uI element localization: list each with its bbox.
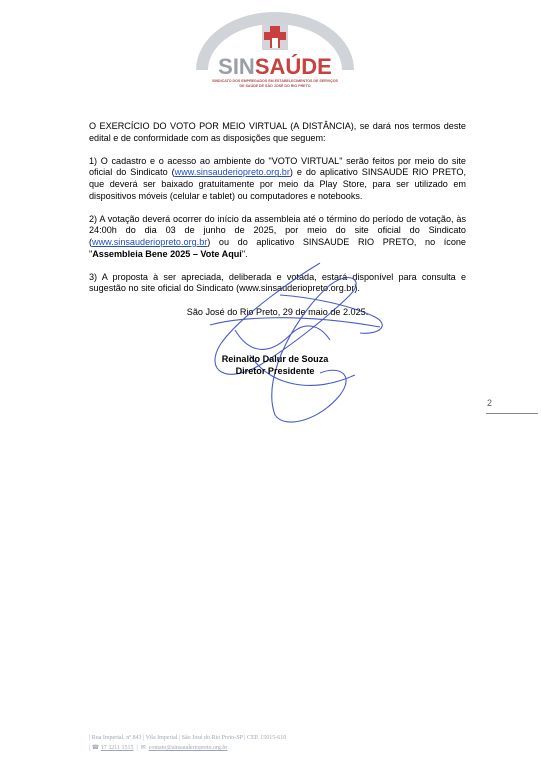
signatory-block	[200, 354, 350, 377]
footer-contacts: | ☎ 17 3211 1515 | ✉ contato@sinsauderiopreto.org.br	[89, 745, 228, 751]
paragraph-1	[89, 156, 466, 202]
footer-address: | Rua Imperial, nº 843 | Vila Imperial | São José do Rio Preto-SP | CEP. 15015-610	[89, 735, 287, 741]
footer-phone[interactable]: 17 3211 1515	[100, 745, 134, 751]
logo-wordmark-part1: SIN	[218, 54, 255, 79]
logo-subtitle-line2: DE SAÚDE DE SÃO JOSÉ DO RIO PRETO	[239, 84, 311, 88]
logo-wordmark-part2: SAÚDE	[254, 54, 332, 79]
paragraph-2-text-c: ".	[241, 248, 248, 259]
paragraph-3: 3) A proposta à ser apreciada, deliberada e votada, estará disponível para consulta e sugestão no site oficial do Sindicato (www.sinsauderiopreto.org.br).	[89, 271, 466, 294]
paragraph-2	[89, 214, 466, 260]
assembly-icon-name: Assembleia Bene 2025 – Vote Aqui	[92, 248, 242, 259]
site-link-1[interactable]: www.sinsauderiopreto.org.br	[174, 167, 290, 178]
handwritten-signature	[180, 255, 410, 435]
paragraph-2-text-b: ) ou do aplicativo SINSAUDE RIO PRETO, no ícone "	[89, 236, 466, 259]
site-link-2[interactable]: www.sinsauderiopreto.org.br	[92, 236, 208, 247]
phone-icon: ☎	[91, 745, 100, 751]
footer-email[interactable]: contato@sinsauderiopreto.org.br	[148, 745, 228, 751]
sinsaude-logo	[190, 8, 360, 90]
paragraph-1-text-a: 1) O cadastro e o acesso ao ambiente do "VOTO VIRTUAL" serão feitos por meio do site oficial do Sindicato (	[89, 155, 466, 178]
page-number: 2	[487, 398, 493, 408]
logo-wordmark	[190, 54, 360, 80]
paragraph-1-text-b: ) e do aplicativo SINSAUDE RIO PRETO, que deverá ser baixado gratuitamente por meio da Play Store, para ser utilizado em dispositivos móveis (celular e tablet) ou computadores e notebooks.	[89, 167, 466, 201]
logo-subtitle-line1: SINDICATO DOS EMPREGADOS EM ESTABELECIMENTOS DE SERVIÇOS	[212, 79, 338, 83]
signatory-role: Diretor Presidente	[235, 365, 315, 376]
paragraph-2-text-a: 2) A votação deverá ocorrer do início da assembleia até o término do período de votação, às 24:00h do dia 03 de junho de 2025, por meio do site oficial do Sindicato (	[89, 213, 466, 247]
email-icon: ✉	[140, 745, 146, 751]
page-number-rule	[486, 413, 538, 414]
date-line: São José do Rio Preto, 29 de maio de 2.025.	[186, 306, 369, 317]
signatory-name: Reinaldo Dalur de Souza	[221, 354, 329, 364]
intro-paragraph: O EXERCÍCIO DO VOTO POR MEIO VIRTUAL (A DISTÂNCIA), se dará nos termos deste edital e de conformidade com as disposições que seguem:	[89, 121, 466, 143]
